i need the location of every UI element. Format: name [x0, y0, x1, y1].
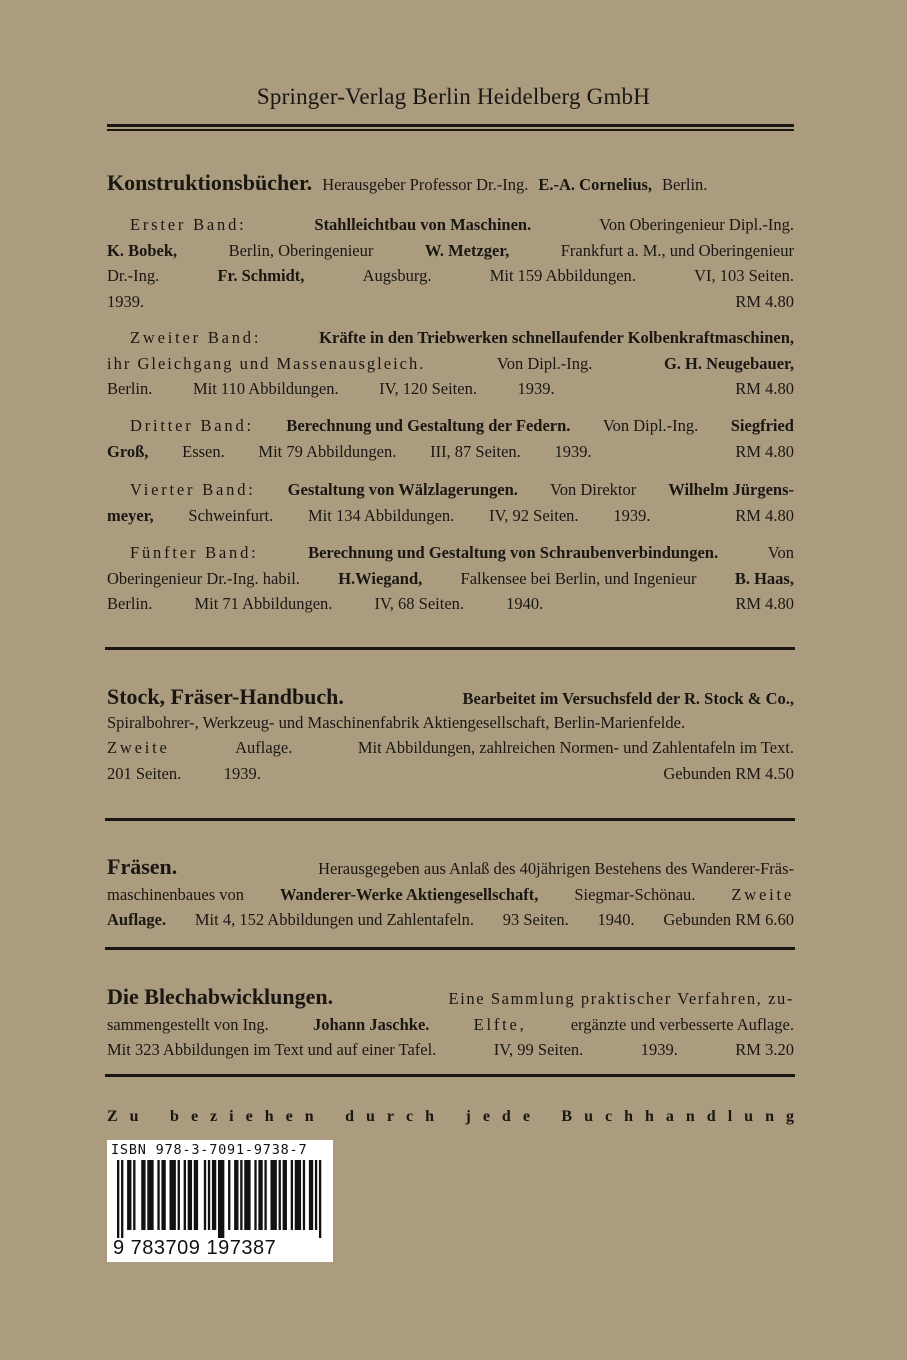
barcode-bar	[283, 1160, 285, 1230]
barcode-bar	[218, 1160, 220, 1238]
barcode-bar	[143, 1160, 145, 1230]
tagline-word: j e d e	[465, 1108, 530, 1125]
barcode-bar	[297, 1160, 299, 1230]
barcode-bar	[188, 1160, 190, 1230]
barcode-bar	[178, 1160, 180, 1230]
section-divider	[105, 647, 795, 650]
barcode-bar	[264, 1160, 266, 1230]
barcode-bar	[260, 1160, 262, 1230]
publisher-name: Springer-Verlag Berlin Heidelberg GmbH	[256, 84, 651, 109]
fraesen-section: Fräsen. Herausgegeben aus Anlaß des 40jährigen Bestehens des Wanderer-Fräs- maschinenbaues von Wanderer-Werke Aktiengesellschaft, Siegmar-Schönau. Zweite Auflage. Mit 4, 152 Abbildungen und Zahlentafeln. 93 Seiten. 1940. Gebunden RM 6.60	[107, 854, 794, 929]
barcode-bar	[275, 1160, 277, 1230]
tagline-word: d u r c h	[345, 1108, 435, 1125]
barcode-bar	[295, 1160, 297, 1230]
barcode-bar	[319, 1160, 321, 1238]
barcode-bar	[127, 1160, 129, 1230]
barcode-bar	[149, 1160, 151, 1230]
barcode-bars	[117, 1160, 323, 1238]
konstruktion-section: Konstruktionsbücher. Herausgeber Professor Dr.-Ing. E.-A. Cornelius, Berlin.	[107, 170, 708, 195]
barcode-bar	[273, 1160, 275, 1230]
double-rule	[107, 124, 794, 132]
stock-section: Stock, Fräser-Handbuch. Bearbeitet im Versuchsfeld der R. Stock & Co., Spiralbohrer-, Werkzeug- und Maschinenfabrik Aktiengesellschaft, Berlin-Marienfelde. Zweite Auflage. Mit Abbildungen, zahlreichen Normen- und Zahlentafeln im Text. 201 Seiten. 1939. Gebunden RM 4.50	[107, 684, 794, 783]
barcode-bar	[194, 1160, 196, 1230]
barcode-bar	[147, 1160, 149, 1230]
barcode-bar	[214, 1160, 216, 1230]
section-divider	[105, 947, 795, 950]
band-1-entry: Erster Band: Stahlleichtbau von Maschinen. Von Oberingenieur Dipl.-Ing. K. Bobek, Berlin, Oberingenieur W. Metzger, Frankfurt a. M., und Oberingenieur Dr.-Ing. Fr. Schmidt, Augsburg. Mit 159 Abbildungen. VI, 103 Seiten. 1939. RM 4.80	[107, 215, 794, 311]
barcode-bar	[190, 1160, 192, 1230]
band-5-entry: Fünfter Band: Berechnung und Gestaltung von Schraubenverbindungen. Von Oberingenieur Dr.-Ing. habil. H.Wiegand, Falkensee bei Berlin, und Ingenieur B. Haas, Berlin. Mit 71 Abbildungen. IV, 68 Seiten. 1940. RM 4.80	[107, 543, 794, 613]
barcode-bar	[161, 1160, 163, 1230]
barcode-bar	[311, 1160, 313, 1230]
barcode-bar	[163, 1160, 165, 1230]
barcode-bar	[141, 1160, 143, 1230]
barcode-bar	[133, 1160, 135, 1230]
barcode-bar	[244, 1160, 246, 1230]
barcode-bar	[303, 1160, 305, 1230]
barcode-bar	[222, 1160, 224, 1238]
barcode-bar	[204, 1160, 206, 1230]
section-title: Stock, Fräser-Handbuch.	[107, 684, 344, 709]
barcode-bar	[117, 1160, 119, 1238]
barcode-bar	[208, 1160, 210, 1230]
barcode-bar	[291, 1160, 293, 1230]
barcode-bar	[220, 1160, 222, 1238]
barcode-bar	[285, 1160, 287, 1230]
barcode-bar	[254, 1160, 256, 1230]
band-3-entry: Dritter Band: Berechnung und Gestaltung der Federn. Von Dipl.-Ing. Siegfried Groß, Essen. Mit 79 Abbildungen. III, 87 Seiten. 1939. RM 4.80	[107, 416, 794, 461]
barcode-bar	[270, 1160, 272, 1230]
band-4-entry: Vierter Band: Gestaltung von Wälzlagerungen. Von Direktor Wilhelm Jürgens- meyer, Schweinfurt. Mit 134 Abbildungen. IV, 92 Seiten. 1939. RM 4.80	[107, 480, 794, 525]
availability-note	[107, 1108, 794, 1126]
isbn-barcode	[107, 1140, 333, 1262]
barcode-bar	[170, 1160, 172, 1230]
tagline-word: B u c h h a n d l u n g	[561, 1108, 794, 1125]
barcode-bar	[196, 1160, 198, 1230]
barcode-bar	[151, 1160, 153, 1230]
barcode-bar	[129, 1160, 131, 1230]
barcode-bar	[258, 1160, 260, 1230]
isbn-label: ISBN 978-3-7091-9738-7	[111, 1142, 308, 1158]
barcode-bar	[234, 1160, 236, 1230]
barcode-bar	[121, 1160, 123, 1238]
barcode-bar	[309, 1160, 311, 1230]
barcode-bar	[279, 1160, 281, 1230]
barcode-bar	[246, 1160, 248, 1230]
barcode-bar	[299, 1160, 301, 1230]
barcode-bar	[172, 1160, 174, 1230]
barcode-bar	[174, 1160, 176, 1230]
section-title: Fräsen.	[107, 854, 178, 879]
barcode-bar	[157, 1160, 159, 1230]
section-title: Die Blechabwicklungen.	[107, 984, 334, 1009]
barcode-bar	[236, 1160, 238, 1230]
tagline-word: b e z i e h e n	[170, 1108, 314, 1125]
section-divider	[105, 818, 795, 821]
barcode-bar	[315, 1160, 317, 1230]
section-title: Konstruktionsbücher.	[107, 170, 313, 195]
barcode-bar	[184, 1160, 186, 1230]
barcode-bar	[212, 1160, 214, 1230]
band-2-entry: Zweiter Band: Kräfte in den Triebwerken schnellaufender Kolbenkraftmaschinen, ihr Gleichgang und Massenausgleich. Von Dipl.-Ing. G. H. Neugebauer, Berlin. Mit 110 Abbildungen. IV, 120 Seiten. 1939. RM 4.80	[107, 328, 794, 398]
tagline-word: Z u	[107, 1108, 139, 1125]
section-divider	[105, 1074, 795, 1077]
barcode-bar	[228, 1160, 230, 1230]
barcode-bar	[240, 1160, 242, 1230]
barcode-bar	[248, 1160, 250, 1230]
blech-section: Die Blechabwicklungen. Eine Sammlung praktischer Verfahren, zu- sammengestellt von Ing. Johann Jaschke. Elfte, ergänzte und verbesserte Auflage. Mit 323 Abbildungen im Text und auf einer Tafel. IV, 99 Seiten. 1939. RM 3.20	[107, 984, 794, 1059]
barcode-digits: 9 783709 197387	[113, 1237, 277, 1259]
